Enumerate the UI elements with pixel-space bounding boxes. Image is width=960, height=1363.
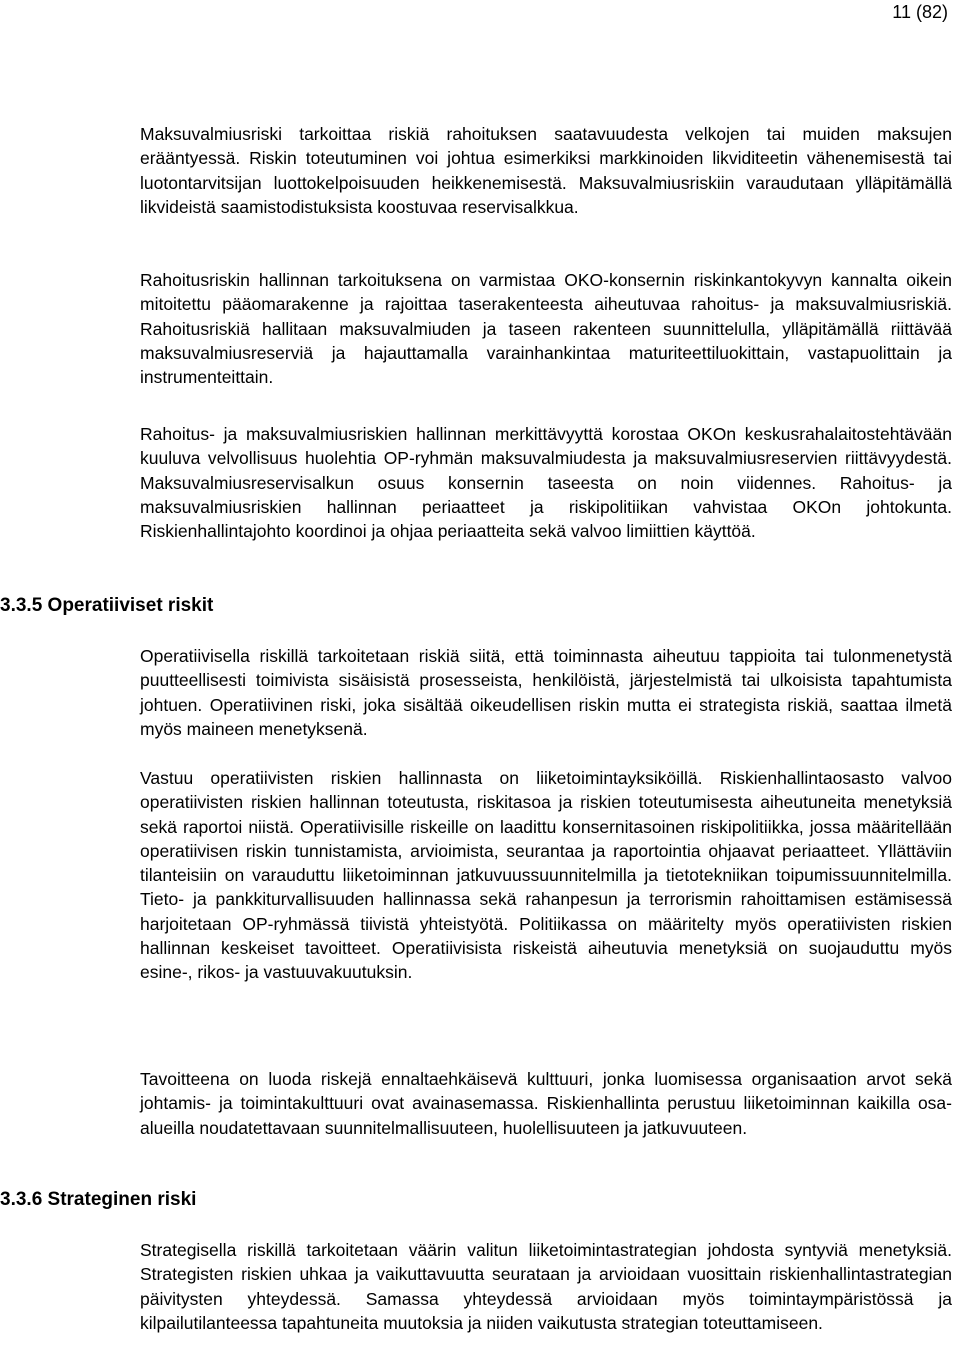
paragraph-operational-risk-responsibility: Vastuu operatiivisten riskien hallinnasta on liiketoimintayksiköillä. Riskienhallintaosasto valvoo operatiivisten riskien hallinnan toteutusta, riskitasoa ja riskien toteutumisesta aiheutuneita menetyksiä sekä raportoi niistä. Operatiivisille riskeille on laadittu konsernitasoinen riskipolitiikka, jossa määritellään operatiivisen riskin tunnistamista, arvioimista, seurantaa ja raportointia ohjaavat periaatteet. Yllättäviin tilanteisiin on varauduttu liiketoiminnan jatkuvuussuunnitelmilla ja tietotekniikan toipumissuunnitelmilla. Tieto- ja pankkiturvallisuuden hallinnassa sekä rahanpesun ja terrorismin rahoittamisen estämisessä harjoitetaan OP-ryhmässä tiivistä yhteistyötä. Politiikassa on määritelty myös operatiivisten riskien hallinnan keskeiset tavoitteet. Operatiivisista riskeistä aiheutuvia menetyksiä on suojauduttu myös esine-, rikos- ja vastuuvakuutuksin. xyxy=(140,768,952,983)
section-heading-operational-risks: 3.3.5 Operatiiviset riskit xyxy=(0,595,214,616)
section-heading-strategic-risk: 3.3.6 Strateginen riski xyxy=(0,1189,197,1210)
paragraph-strategic-risk: Strategisella riskillä tarkoitetaan väärin valitun liiketoimintastrategian johdosta syntyviä menetyksiä. Strategisten riskien uhkaa ja vaikuttavuutta seurataan ja arvioidaan vuosittain riskienhallintastrategian päivitysten yhteydessä. Samassa yhteydessä arvioidaan myös toimintaympäristössä ja kilpailutilanteessa tapahtuneita muutoksia ja niiden vaikutusta strategian toteuttamiseen. xyxy=(140,1240,952,1333)
paragraph-risk-culture: Tavoitteena on luoda riskejä ennaltaehkäisevä kulttuuri, jonka luomisessa organisaation arvot sekä johtamis- ja toimintakulttuuri ovat avainasemassa. Riskienhallinta perustuu liiketoiminnan kaikilla osa-alueilla noudatettavaan suunnitelmallisuuteen, huolellisuuteen ja jatkuvuuteen. xyxy=(140,1069,952,1138)
page-number: 11 (82) xyxy=(892,2,948,22)
paragraph-liquidity-significance: Rahoitus- ja maksuvalmiusriskien hallinnan merkittävyyttä korostaa OKOn keskusrahalaitostehtävään kuuluva velvollisuus huolehtia OP-ryhmän maksuvalmiudesta ja maksuvalmiusreservien riittävyydestä. Maksuvalmiusreservisalkun osuus konsernin taseesta on noin viidennes. Rahoitus- ja maksuvalmiusriskien hallinnan periaatteet ja riskipolitiikan vahvistaa OKOn johtokunta. Riskienhallintajohto koordinoi ja ohjaa periaatteita sekä valvoo limiittien käyttöä. xyxy=(140,424,952,542)
paragraph-financing-risk-management: Rahoitusriskin hallinnan tarkoituksena on varmistaa OKO-konsernin riskinkantokyvyn kannalta oikein mitoitettu pääomarakenne ja rajoittaa taserakenteesta aiheutuvaa rahoitus- ja maksuvalmiusriskiä. Rahoitusriskiä hallitaan maksuvalmiuden ja taseen rakenteen suunnittelulla, ylläpitämällä riittävää maksuvalmiusreserviä ja hajauttamalla varainhankintaa maturiteettiluokittain, vastapuolittain ja instrumenteittain. xyxy=(140,270,952,388)
paragraph-operational-risk-definition: Operatiivisella riskillä tarkoitetaan riskiä siitä, että toiminnasta aiheutuu tappioita tai tulonmenetystä puutteellisesti toimivista sisäisistä prosesseista, henkilöistä, järjestelmistä tai ulkoisista tapahtumista johtuen. Operatiivinen riski, joka sisältää oikeudellisen riskin mutta ei strategista riskiä, saattaa ilmetä myös maineen menetyksenä. xyxy=(140,646,952,739)
paragraph-liquidity-risk: Maksuvalmiusriski tarkoittaa riskiä rahoituksen saatavuudesta velkojen tai muiden maksujen erääntyessä. Riskin toteutuminen voi johtua esimerkiksi markkinoiden likviditeetin vähenemisestä tai luotontarvitsijan luottokelpoisuuden heikkenemisestä. Maksuvalmiusriskiin varaudutaan ylläpitämällä likvideistä saamistodistuksista koostuvaa reservisalkkua. xyxy=(140,124,952,217)
